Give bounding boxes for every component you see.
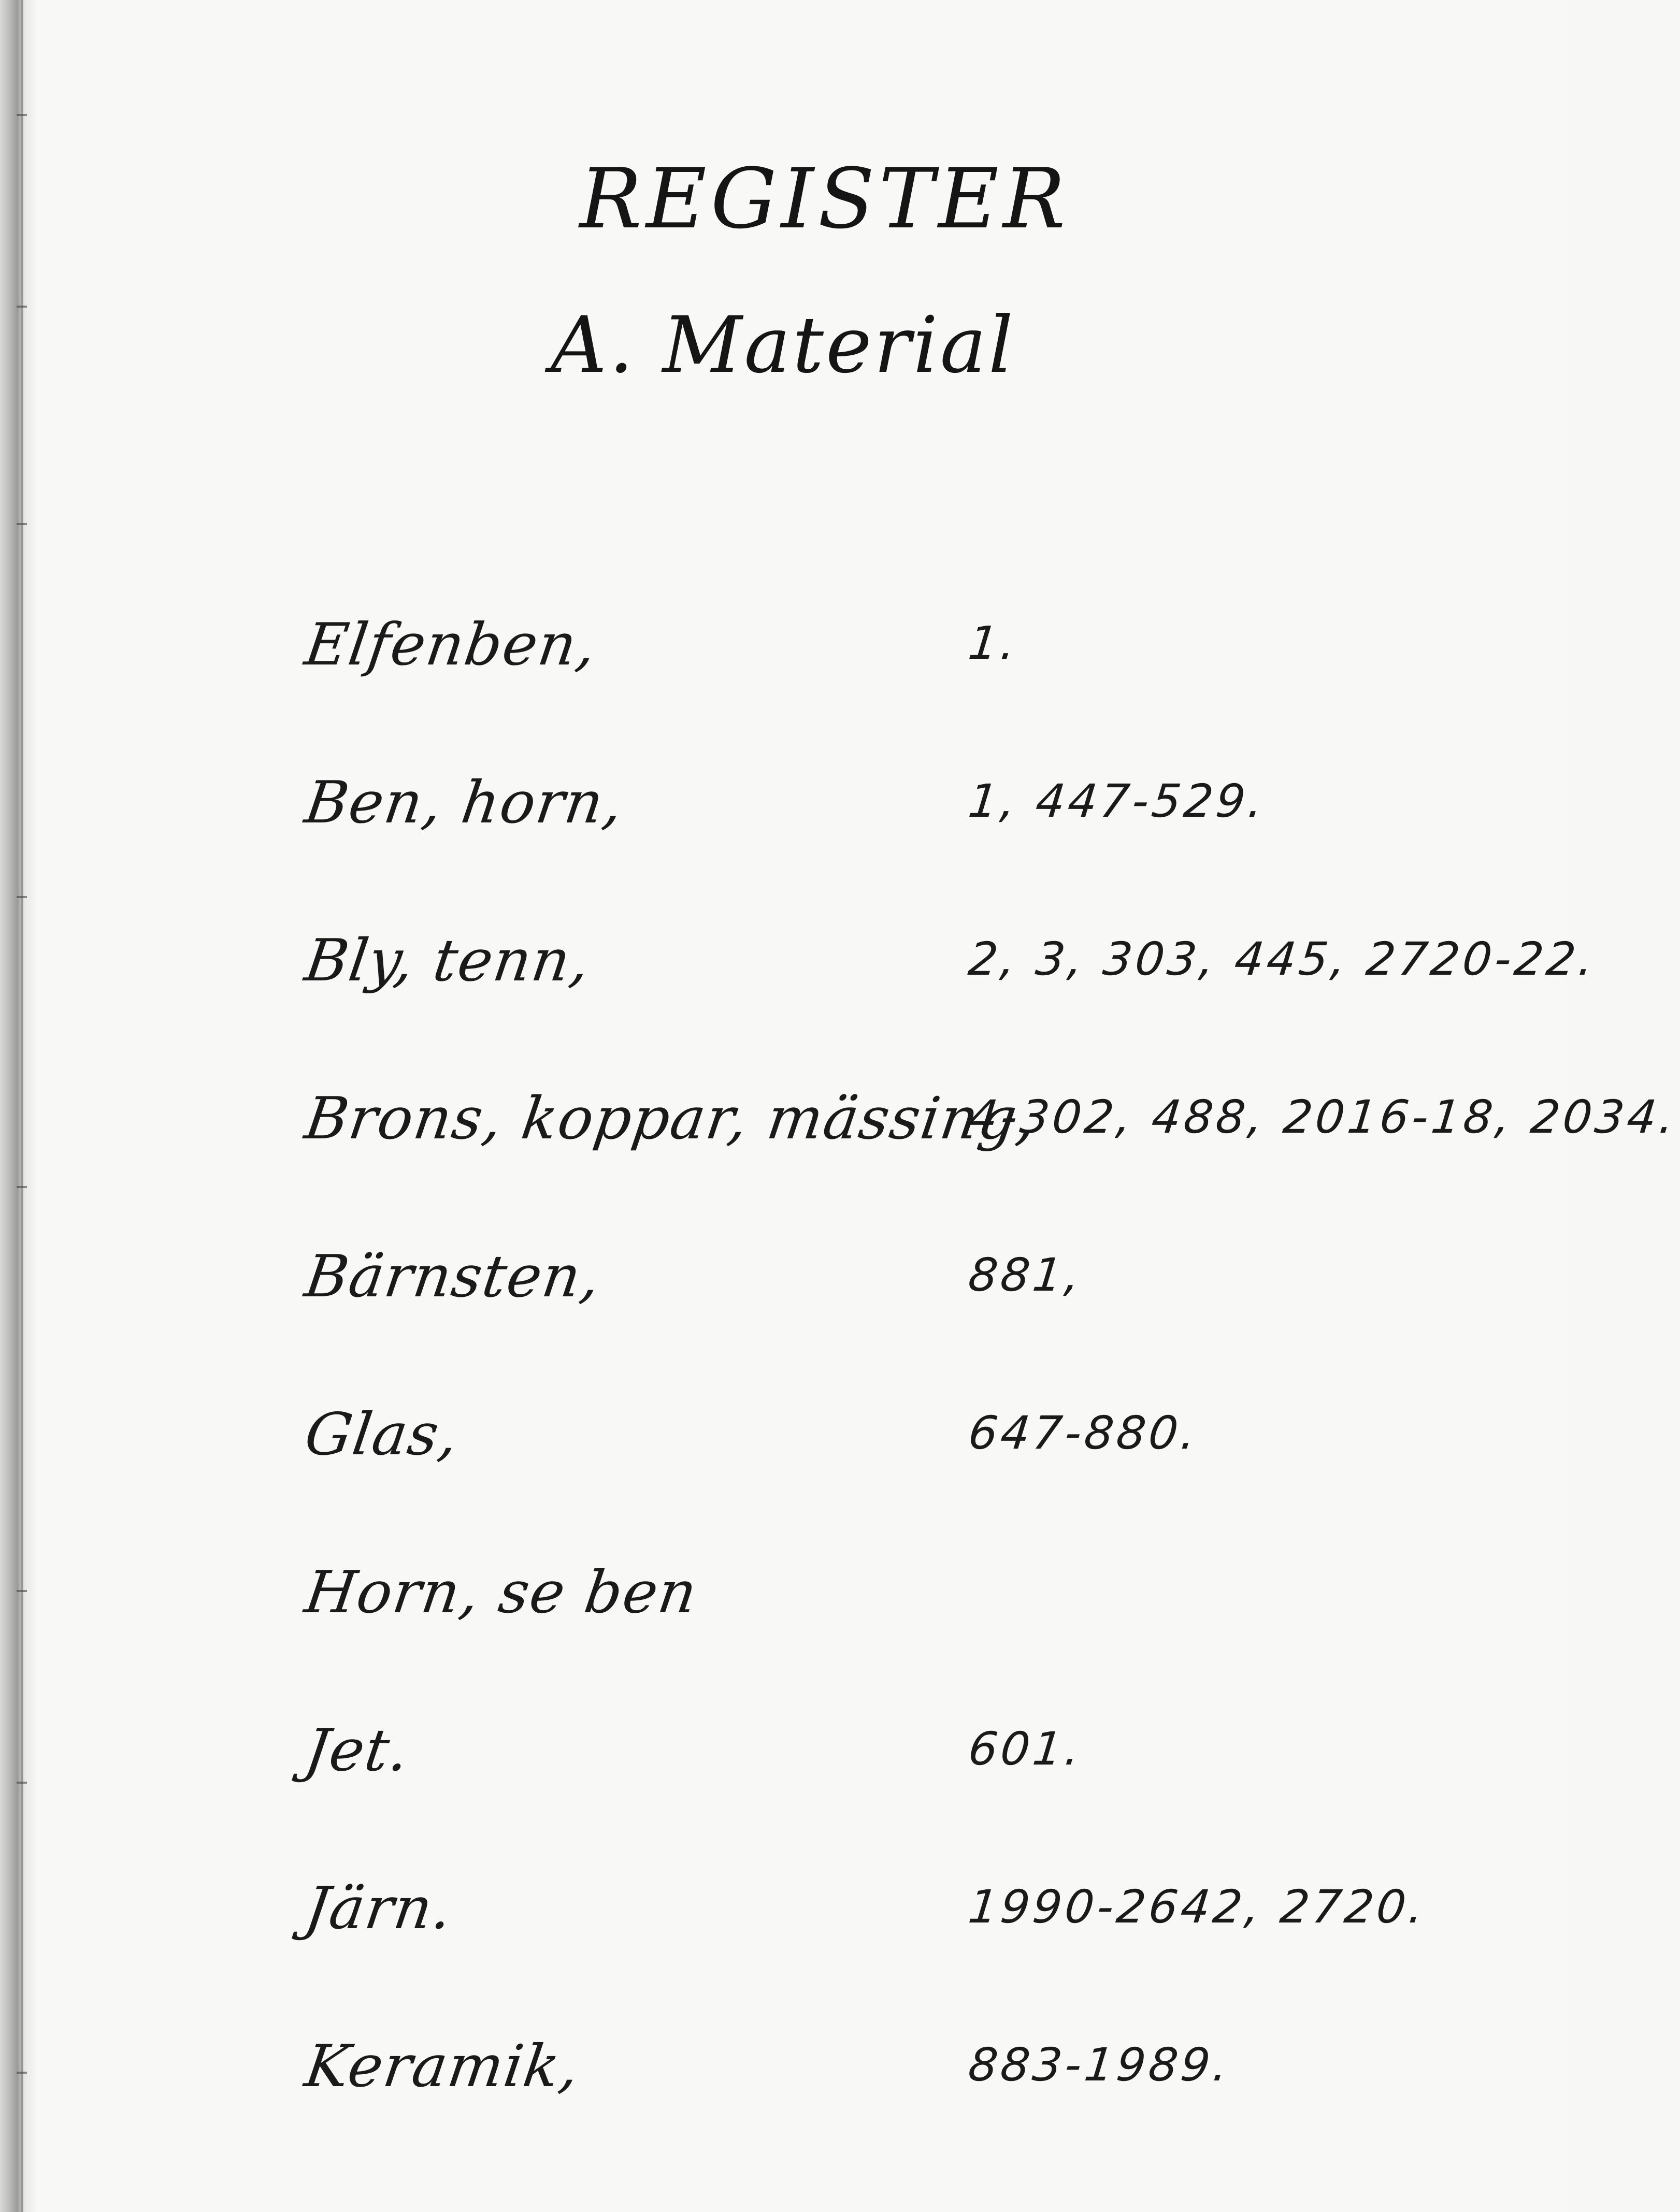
material-name: Järn.	[300, 1875, 457, 1942]
binding-stitch	[17, 1186, 27, 1188]
binding-stitch	[17, 114, 27, 116]
material-name: Horn, se ben	[300, 1559, 702, 1626]
register-entry	[300, 1559, 1507, 1717]
catalog-numbers: 601.	[966, 1722, 1086, 1775]
catalog-numbers: 1.	[966, 616, 1022, 670]
binding-stitch	[17, 896, 27, 898]
material-name: Ben, horn,	[300, 769, 628, 836]
binding-stitch	[17, 1590, 27, 1592]
register-list	[300, 611, 1680, 2191]
register-entry	[300, 1085, 1680, 1243]
binding-stitch	[17, 2072, 27, 2074]
material-name: Brons, koppar, mässing,	[300, 1085, 1042, 1152]
material-name: Keramik,	[300, 2033, 584, 2100]
register-entry	[300, 1717, 1507, 1875]
register-entry	[300, 1401, 1507, 1559]
catalog-numbers: 883-1989.	[966, 2038, 1234, 2091]
register-entry	[300, 2033, 1507, 2191]
material-name: Glas,	[300, 1401, 464, 1468]
material-name: Elfenben,	[300, 611, 601, 678]
page-subtitle: A. Material	[551, 300, 1015, 391]
material-name: Bly, tenn,	[300, 927, 595, 994]
binding-stitch	[17, 523, 27, 525]
catalog-numbers: 1, 447-529.	[966, 774, 1269, 828]
catalog-numbers: 647-880.	[966, 1406, 1202, 1459]
material-name: Jet.	[300, 1717, 414, 1784]
page-title: REGISTER	[579, 150, 1070, 247]
register-entry	[300, 1243, 1507, 1401]
register-entry	[300, 927, 1599, 1085]
catalog-numbers: 4-302, 488, 2016-18, 2034.	[966, 1090, 1680, 1144]
register-entry	[300, 611, 1507, 769]
catalog-numbers: 1990-2642, 2720.	[966, 1880, 1429, 1933]
material-name: Bärnsten,	[300, 1243, 606, 1310]
register-entry	[300, 1875, 1507, 2033]
catalog-numbers: 2, 3, 303, 445, 2720-22.	[966, 932, 1599, 986]
binding-stitch	[17, 1782, 27, 1784]
register-entry	[300, 769, 1507, 927]
catalog-numbers: 881,	[966, 1248, 1086, 1302]
